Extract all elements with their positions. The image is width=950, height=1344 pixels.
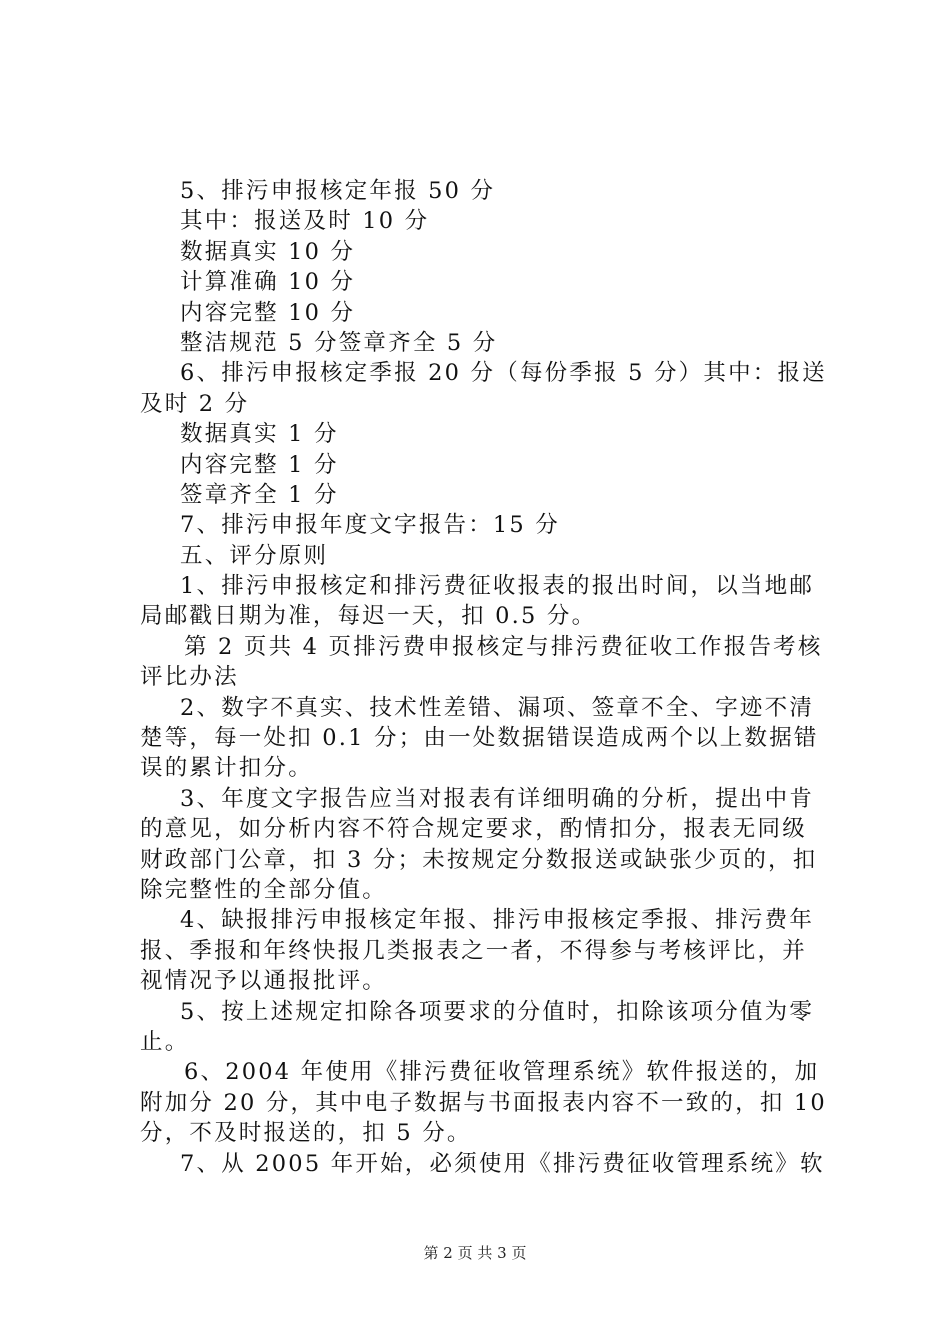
- text-line: 评比办法: [140, 664, 239, 691]
- text-line: 除完整性的全部分值。: [140, 876, 388, 903]
- text-line: 2、数字不真实、技术性差错、漏项、签章不全、字迹不清: [180, 694, 815, 721]
- text-line: 签章齐全 1 分: [180, 481, 339, 508]
- document-body: [140, 176, 830, 1179]
- text-line: 数据真实 1 分: [180, 421, 339, 448]
- text-line: 7、排污申报年度文字报告：15 分: [180, 512, 560, 539]
- text-line: 1、排污申报核定和排污费征收报表的报出时间，以当地邮: [180, 573, 815, 600]
- text-line: 5、排污申报核定年报 50 分: [180, 178, 496, 204]
- text-line: 及时 2 分: [140, 390, 250, 417]
- page-footer: [0, 1242, 950, 1263]
- text-line: 5、按上述规定扣除各项要求的分值时，扣除该项分值为零: [180, 998, 815, 1025]
- text-line: 计算准确 10 分: [180, 269, 356, 296]
- text-line: 局邮戳日期为准，每迟一天，扣 0.5 分。: [140, 603, 597, 630]
- text-line: 视情况予以通报批评。: [140, 968, 388, 995]
- text-line: 内容完整 1 分: [180, 451, 339, 478]
- text-line: 财政部门公章，扣 3 分；未按规定分数报送或缺张少页的，扣: [140, 846, 818, 873]
- text-line: 4、缺报排污申报核定年报、排污申报核定季报、排污费年: [180, 907, 815, 934]
- text-line: 3、年度文字报告应当对报表有详细明确的分析，提出中肯: [180, 785, 815, 812]
- text-line: 楚等，每一处扣 0.1 分；由一处数据错误造成两个以上数据错: [140, 725, 819, 752]
- text-line: 7、从 2005 年开始，必须使用《排污费征收管理系统》软: [180, 1150, 825, 1177]
- section-heading: 五、评分原则: [180, 542, 329, 569]
- text-line: 误的累计扣分。: [140, 755, 313, 782]
- text-line: 分，不及时报送的，扣 5 分。: [140, 1120, 472, 1147]
- text-line: 的意见，如分析内容不符合规定要求，酌情扣分，报表无同级: [140, 816, 807, 843]
- text-line: 报、季报和年终快报几类报表之一者，不得参与考核评比，并: [140, 937, 807, 964]
- text-line: 6、排污申报核定季报 20 分（每份季报 5 分）其中：报送: [180, 360, 827, 387]
- text-line: 第 2 页共 4 页排污费申报核定与排污费征收工作报告考核: [184, 633, 823, 660]
- text-line: 整洁规范 5 分签章齐全 5 分: [180, 329, 498, 356]
- text-line: 6、2004 年使用《排污费征收管理系统》软件报送的，加: [184, 1059, 820, 1086]
- text-line: 附加分 20 分，其中电子数据与书面报表内容不一致的，扣 10: [140, 1089, 827, 1116]
- text-line: 数据真实 10 分: [180, 238, 356, 265]
- text-line: 其中：报送及时 10 分: [180, 208, 430, 235]
- text-line: 止。: [140, 1028, 190, 1055]
- page-number-label: 第 2 页 共 3 页: [423, 1244, 527, 1262]
- text-line: 内容完整 10 分: [180, 299, 356, 326]
